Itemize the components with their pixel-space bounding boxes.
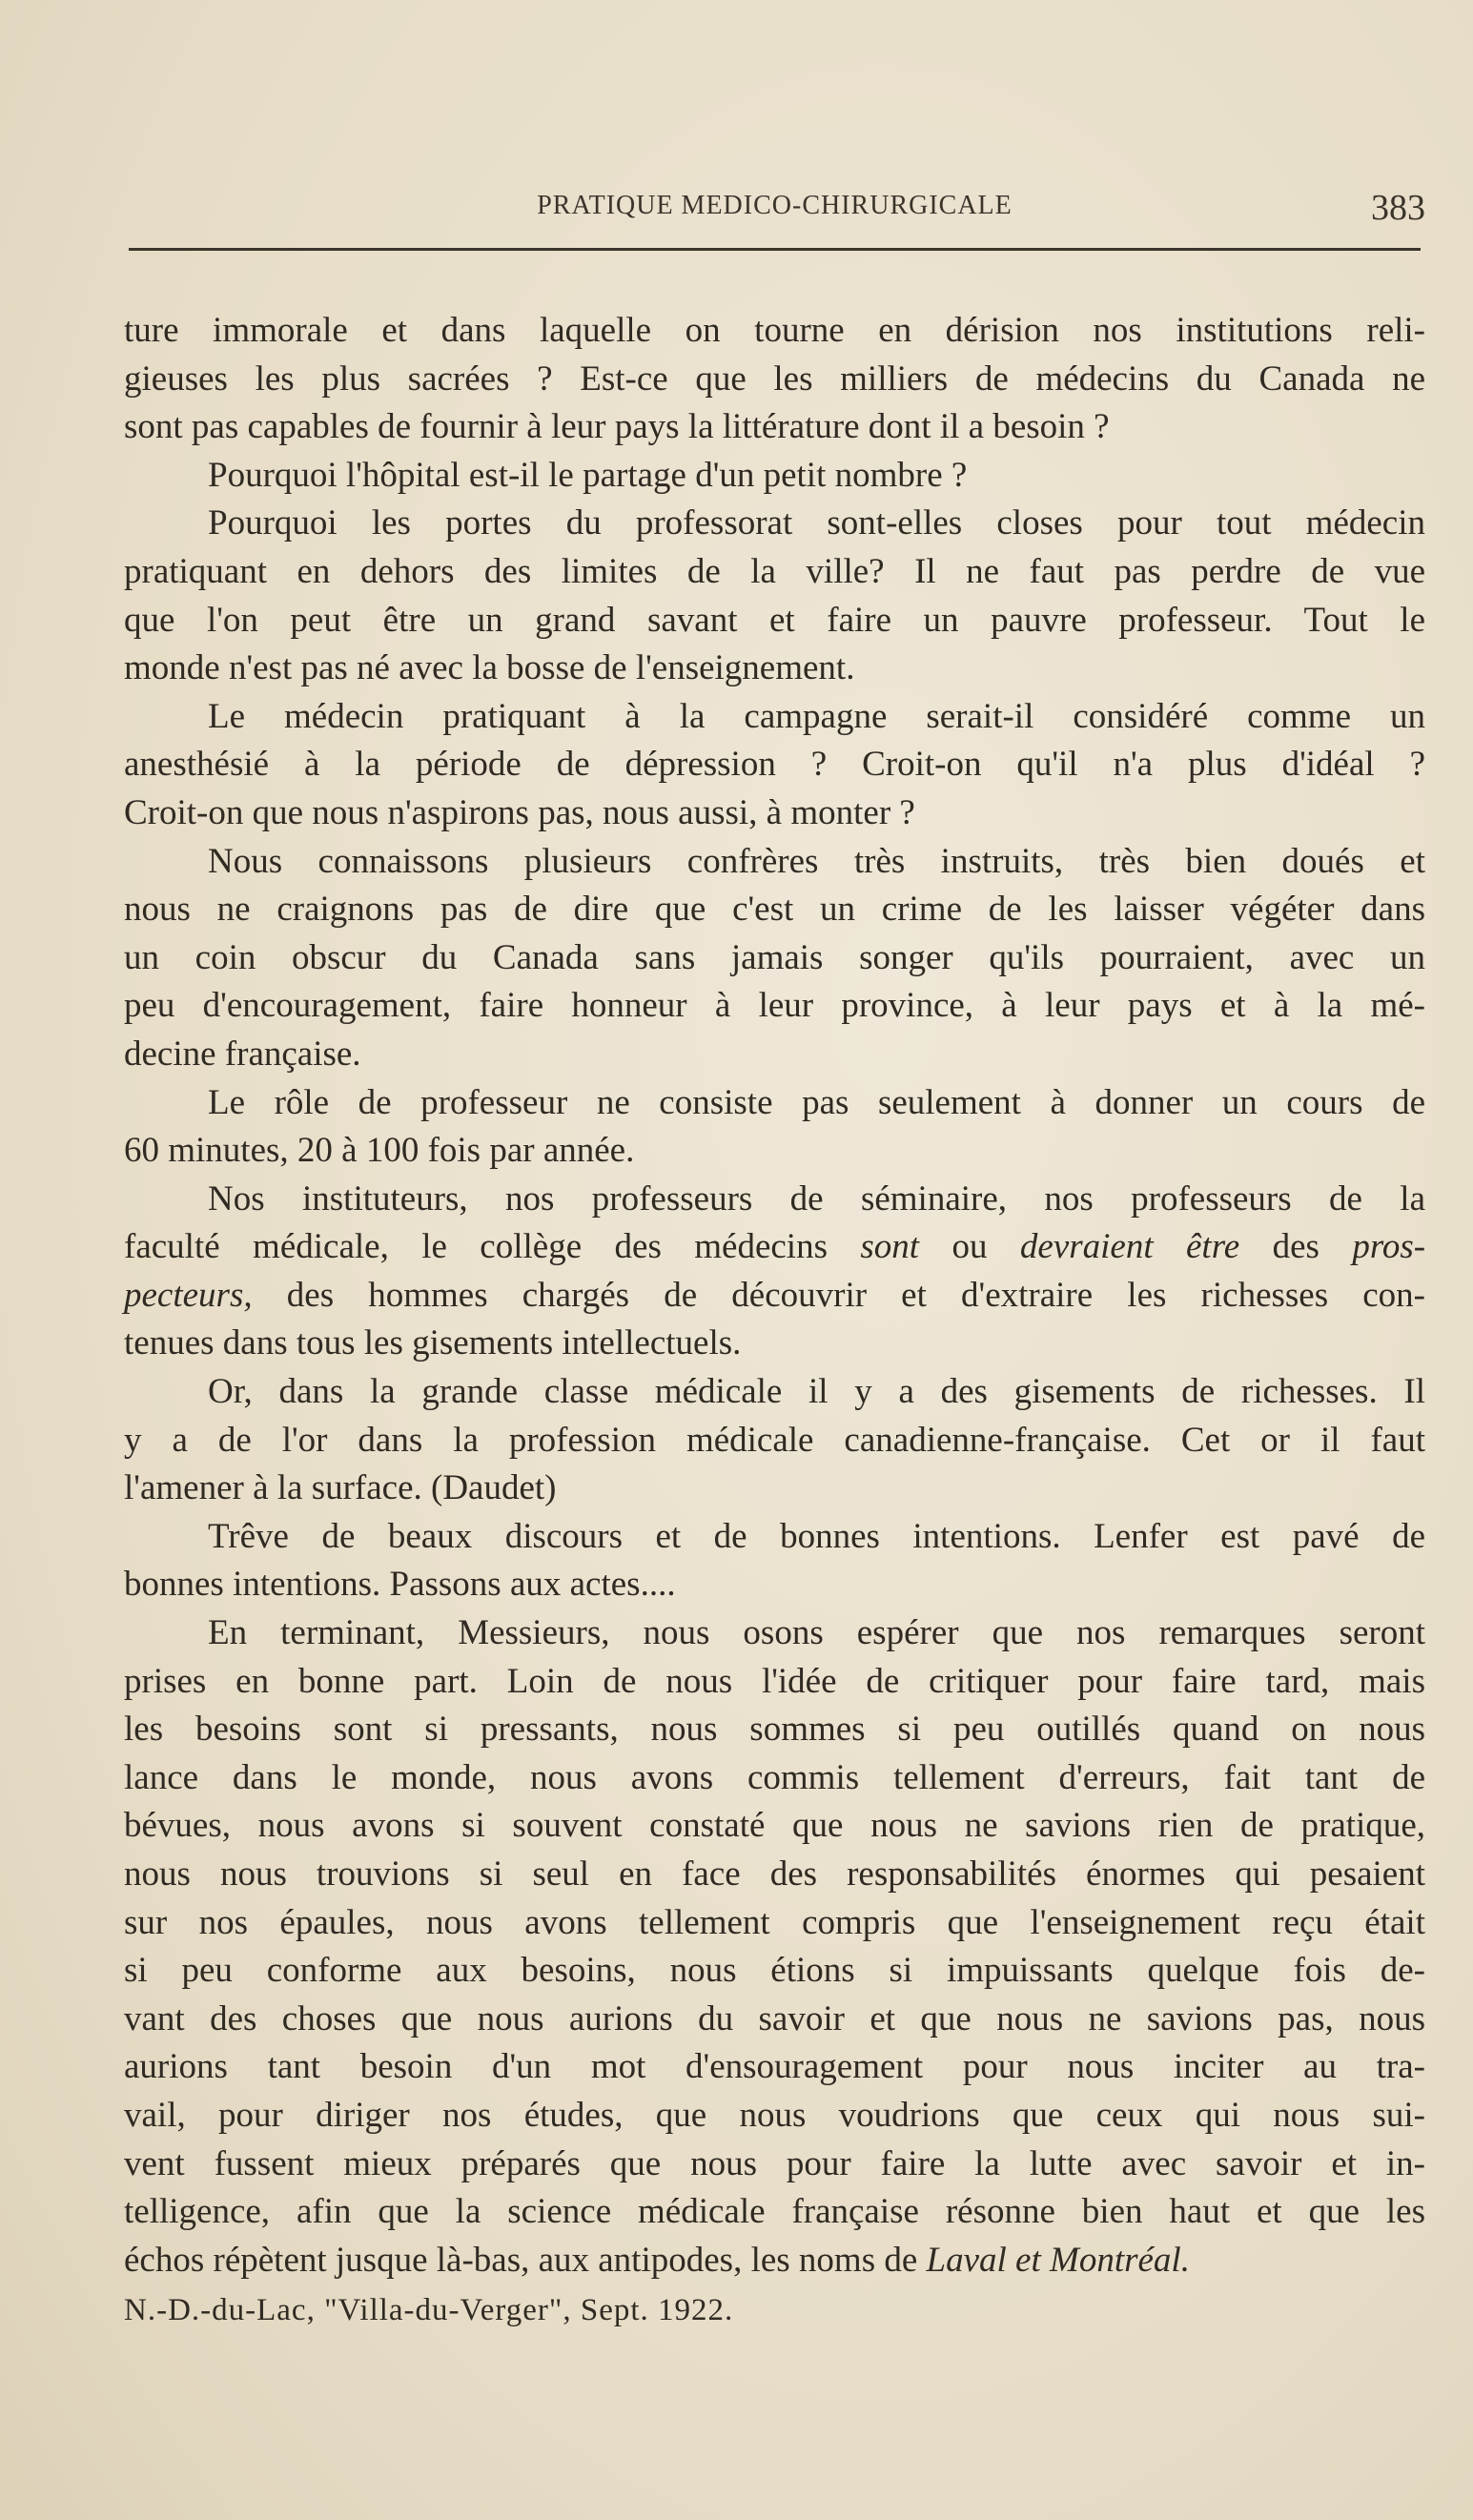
text-line: aurions tant besoin d'un mot d'ensouragement pour nous inciter au tra- [124,2047,1425,2087]
text-line: bévues, nous avons si souvent constaté que nous ne savions rien de pratique, [124,1806,1425,1846]
text-line: prises en bonne part. Loin de nous l'idée de critiquer pour faire tard, mais [124,1661,1425,1701]
text-line: y a de l'or dans la profession médicale canadienne-française. Cet or il faut [124,1420,1425,1460]
text-line: nous nous trouvions si seul en face des responsabilités énormes qui pesaient [124,1854,1425,1894]
text-line: les besoins sont si pressants, nous sommes si peu outillés quand on nous [124,1710,1425,1750]
text-line: Croit-on que nous n'aspirons pas, nous aussi, à monter ? [124,792,915,832]
page-header [124,187,1425,244]
text-line: l'amener à la surface. (Daudet) [124,1468,557,1508]
text-line-mixed: échos répètent jusque là-bas, aux antipodes, les noms de Laval et Montréal. [124,2240,1190,2280]
text-line: Or, dans la grande classe médicale il y a des gisements de richesses. Il [208,1372,1425,1412]
text-line: Le médecin pratiquant à la campagne serait-il considéré comme un [208,696,1425,736]
text-line: Pourquoi l'hôpital est-il le partage d'un petit nombre ? [208,455,968,495]
text-line: vail, pour diriger nos études, que nous voudrions que ceux qui nous sui- [124,2095,1425,2135]
text-line: pratiquant en dehors des limites de la ville? Il ne faut pas perdre de vue [124,551,1425,591]
page-number: 383 [1371,188,1425,228]
text-line: lance dans le monde, nous avons commis tellement d'erreurs, fait tant de [124,1757,1425,1797]
text-line: Nos instituteurs, nos professeurs de séminaire, nos professeurs de la [208,1178,1425,1219]
text-line: peu d'encouragement, faire honneur à leur province, à leur pays et à la mé- [124,986,1425,1026]
text-line: telligence, afin que la science médicale française résonne bien haut et que les [124,2192,1425,2232]
text-line: tenues dans tous les gisements intellectuels. [124,1323,742,1363]
text-line: decine française. [124,1034,361,1074]
text-line: Nous connaissons plusieurs confrères très instruits, très bien doués et [208,841,1425,881]
text-line: vant des choses que nous aurions du savoir et que nous ne savions pas, nous [124,1998,1425,2039]
text-line: que l'on peut être un grand savant et faire un pauvre professeur. Tout le [124,600,1425,640]
text-line: bonnes intentions. Passons aux actes.... [124,1565,676,1605]
text-line: nous ne craignons pas de dire que c'est un crime de les laisser végéter dans [124,890,1425,930]
text-line-mixed: pecteurs, des hommes chargés de découvrir et d'extraire les richesses con- [124,1275,1426,1315]
running-title: PRATIQUE MEDICO-CHIRURGICALE [537,191,1013,220]
text-line: gieuses les plus sacrées ? Est-ce que les milliers de médecins du Canada ne [124,359,1425,399]
text-line: Le rôle de professeur ne consiste pas seulement à donner un cours de [208,1082,1425,1122]
text-line: vent fussent mieux préparés que nous pour faire la lutte avec savoir et in- [124,2143,1425,2183]
text-line: Pourquoi les portes du professorat sont-elles closes pour tout médecin [208,503,1425,543]
text-line-mixed: faculté médicale, le collège des médecins sont ou devraient être des pros- [124,1227,1426,1267]
text-line: si peu conforme aux besoins, nous étions si impuissants quelque fois de- [124,1951,1425,1991]
text-line: 60 minutes, 20 à 100 fois par année. [124,1131,635,1171]
text-line: ture immorale et dans laquelle on tourne en dérision nos institutions reli- [124,311,1425,350]
text-line: sur nos épaules, nous avons tellement compris que l'enseignement reçu était [124,1902,1425,1942]
text-line: anesthésié à la période de dépression ? Croit-on qu'il n'a plus d'idéal ? [124,745,1425,785]
text-line: Trêve de beaux discours et de bonnes intentions. Lenfer est pavé de [208,1516,1425,1556]
text-line: sont pas capables de fournir à leur pays la littérature dont il a besoin ? [124,407,1110,447]
text-line: En terminant, Messieurs, nous osons espérer que nos remarques seront [208,1613,1425,1653]
text-line: un coin obscur du Canada sans jamais songer qu'ils pourraient, avec un [124,937,1425,977]
header-rule [129,248,1421,251]
text-line: monde n'est pas né avec la bosse de l'enseignement. [124,648,855,688]
body-text [124,307,1425,2335]
signature-line: N.-D.-du-Lac, "Villa-du-Verger", Sept. 1922. [124,2293,734,2328]
